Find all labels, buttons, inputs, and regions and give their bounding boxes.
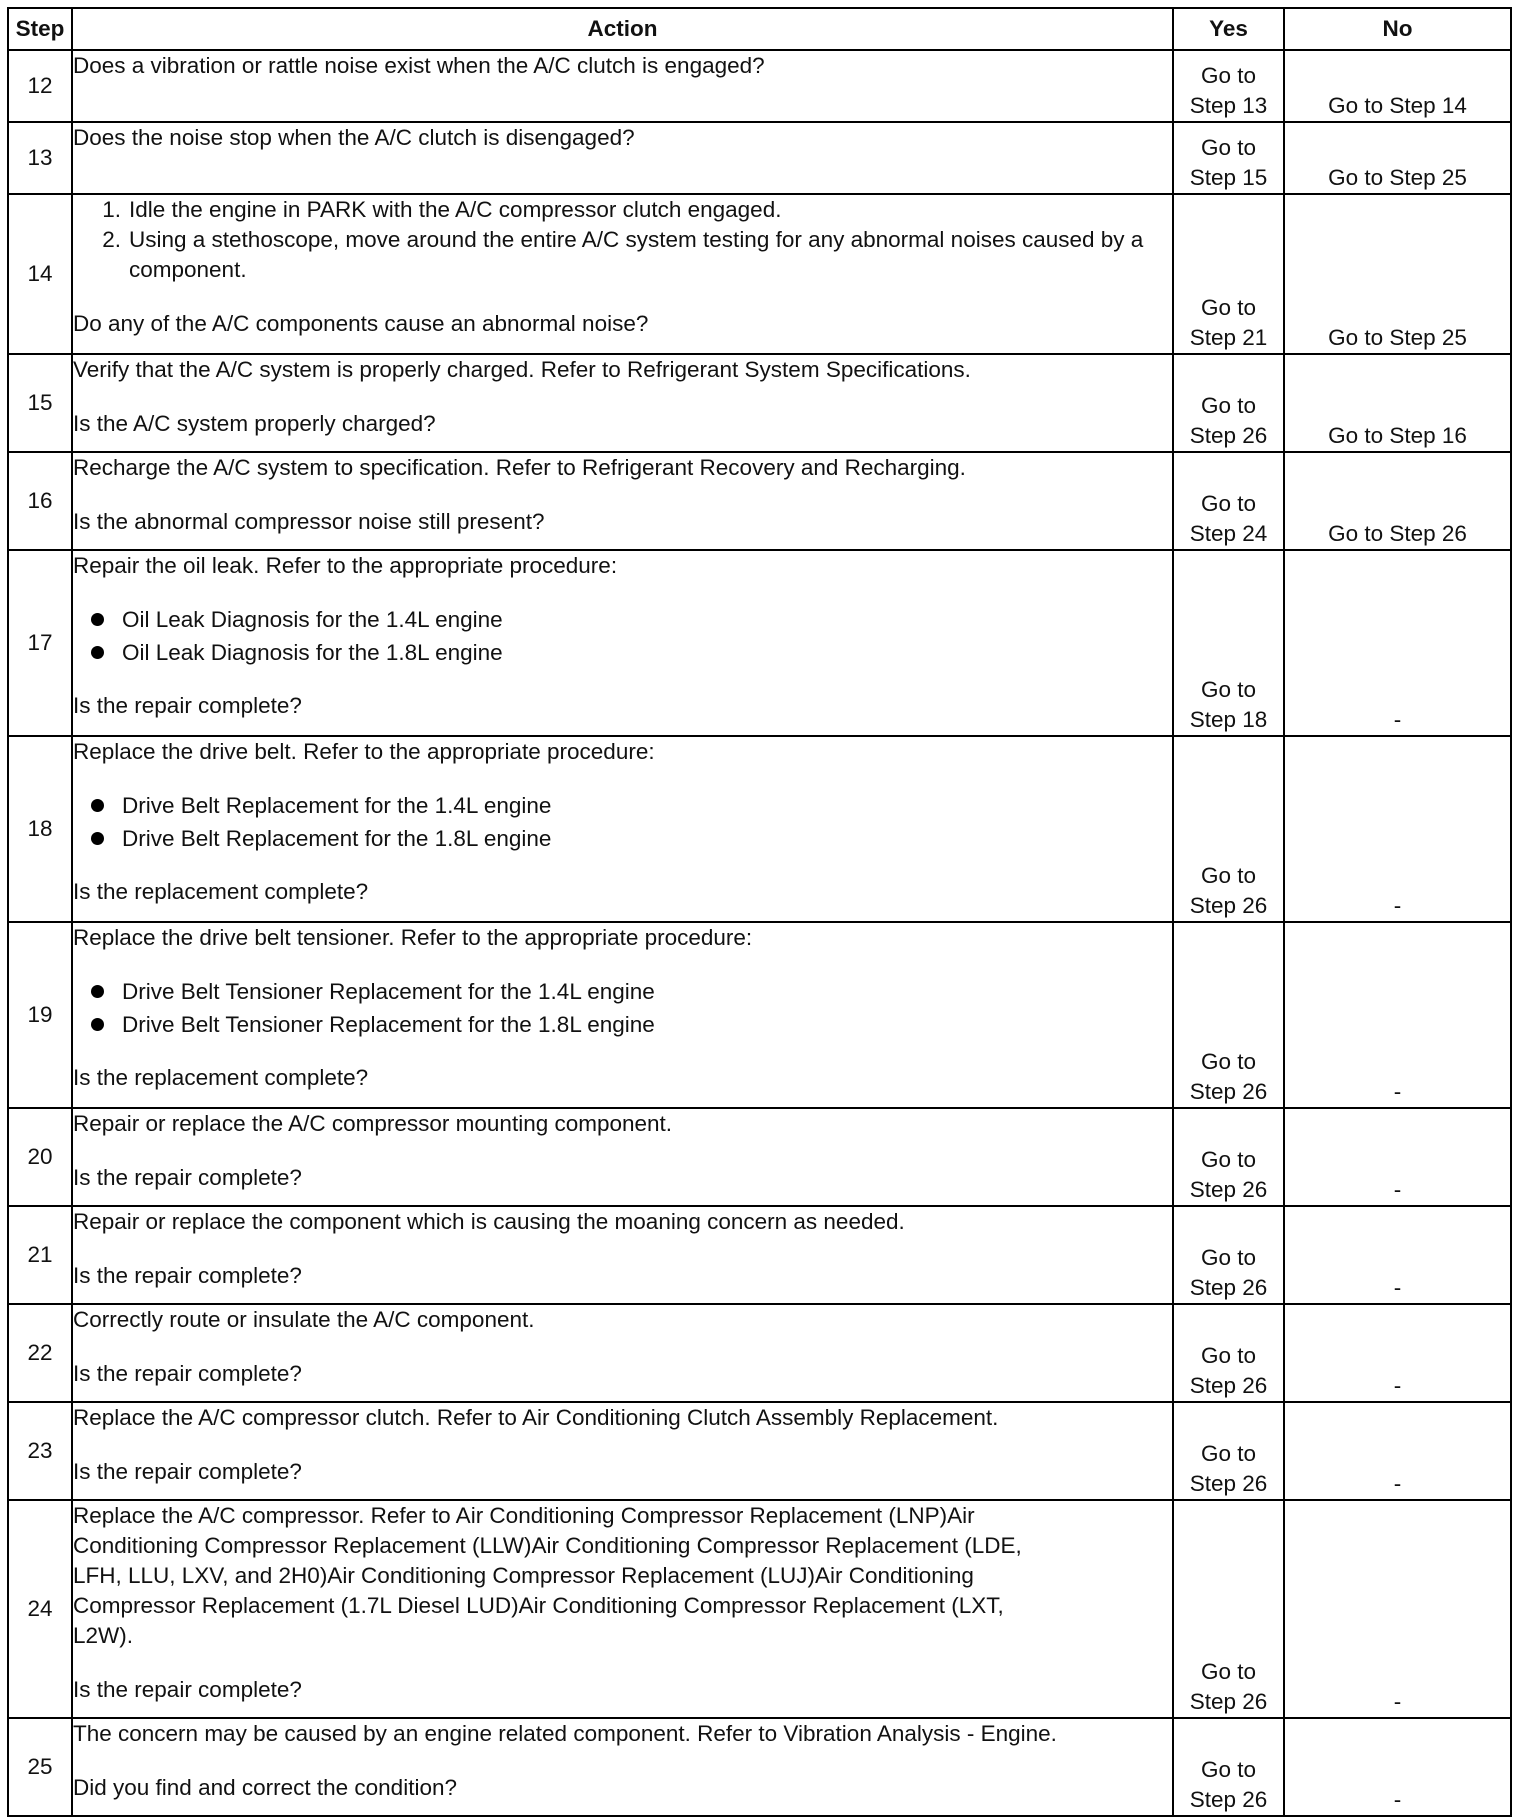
action-text: Repair or replace the component which is causing the moaning concern as needed.: [73, 1209, 905, 1234]
action-cell: [72, 1500, 1173, 1718]
action-cell: [72, 354, 1173, 452]
yes-cell: [1173, 354, 1284, 452]
no-cell: -: [1284, 1108, 1511, 1206]
action-text-line: Replace the A/C compressor. Refer to Air Conditioning Compressor Replacement (LNP)Air: [73, 1503, 975, 1528]
step-number: 16: [8, 452, 72, 550]
no-cell: -: [1284, 1206, 1511, 1304]
yes-step: Step 26: [1189, 1787, 1268, 1812]
diagnostic-table: [7, 7, 1512, 1817]
yes-cell: [1173, 50, 1284, 122]
no-cell: -: [1284, 550, 1511, 736]
bullet-icon: [91, 1018, 104, 1031]
header-action: Action: [72, 8, 1173, 50]
step-number: 24: [8, 1500, 72, 1718]
action-text: Repair the oil leak. Refer to the appropriate procedure:: [73, 553, 618, 578]
step-number: 23: [8, 1402, 72, 1500]
bullet-list: [73, 789, 1172, 855]
table-row: [8, 1206, 1511, 1304]
procedure-link[interactable]: Drive Belt Tensioner Replacement for the 1.8L engine: [122, 1011, 655, 1037]
question-text: Is the repair complete?: [73, 693, 302, 718]
no-cell: -: [1284, 736, 1511, 922]
action-cell: [72, 122, 1173, 194]
action-text: Recharge the A/C system to specification. Refer to Refrigerant Recovery and Recharging.: [73, 455, 966, 480]
step-number: 22: [8, 1304, 72, 1402]
yes-cell: [1173, 922, 1284, 1108]
question-text: Is the repair complete?: [73, 1165, 302, 1190]
yes-cell: [1173, 452, 1284, 550]
bullet-list: [73, 975, 1172, 1041]
list-item: [73, 1008, 1172, 1041]
table-row: [8, 1402, 1511, 1500]
no-cell: -: [1284, 1500, 1511, 1718]
yes-goto: Go to: [1200, 677, 1257, 702]
yes-step: Step 15: [1189, 165, 1268, 190]
action-cell: [72, 194, 1173, 354]
list-item: [73, 636, 1172, 669]
step-number: 19: [8, 922, 72, 1108]
table-row: [8, 122, 1511, 194]
no-cell: Go to Step 25: [1284, 194, 1511, 354]
list-item: [73, 975, 1172, 1008]
yes-cell: [1173, 736, 1284, 922]
action-cell: [72, 736, 1173, 922]
action-cell: [72, 550, 1173, 736]
header-row: [8, 8, 1511, 50]
yes-cell: [1173, 122, 1284, 194]
action-text: Replace the drive belt tensioner. Refer to the appropriate procedure:: [73, 925, 753, 950]
action-text: Repair or replace the A/C compressor mounting component.: [73, 1111, 673, 1136]
action-text-line: Compressor Replacement (1.7L Diesel LUD)Air Conditioning Compressor Replacement (LXT,: [73, 1593, 1004, 1618]
yes-cell: [1173, 194, 1284, 354]
procedure-link[interactable]: Oil Leak Diagnosis for the 1.4L engine: [122, 606, 503, 632]
yes-cell: [1173, 1500, 1284, 1718]
yes-cell: [1173, 1206, 1284, 1304]
yes-goto: Go to: [1200, 491, 1257, 516]
yes-step: Step 26: [1189, 1275, 1268, 1300]
list-item: [73, 603, 1172, 636]
procedure-link[interactable]: Drive Belt Replacement for the 1.4L engine: [122, 792, 552, 818]
step-number: 21: [8, 1206, 72, 1304]
action-cell: [72, 50, 1173, 122]
bullet-list: [73, 603, 1172, 669]
action-cell: [72, 922, 1173, 1108]
step-number: 18: [8, 736, 72, 922]
no-cell: -: [1284, 1402, 1511, 1500]
question-text: Is the replacement complete?: [73, 1065, 369, 1090]
table-row: [8, 550, 1511, 736]
list-text: Using a stethoscope, move around the entire A/C system testing for any abnormal noises caused by a component.: [129, 227, 1144, 282]
action-text: Does the noise stop when the A/C clutch is disengaged?: [73, 125, 635, 150]
yes-cell: [1173, 1718, 1284, 1816]
step-number: 17: [8, 550, 72, 736]
table-row: [8, 1718, 1511, 1816]
procedure-link[interactable]: Oil Leak Diagnosis for the 1.8L engine: [122, 639, 503, 665]
yes-goto: Go to: [1200, 1343, 1257, 1368]
no-cell: Go to Step 16: [1284, 354, 1511, 452]
yes-goto: Go to: [1200, 1245, 1257, 1270]
header-no: No: [1284, 8, 1511, 50]
step-number: 12: [8, 50, 72, 122]
question-text: Is the repair complete?: [73, 1263, 302, 1288]
question-text: Is the repair complete?: [73, 1361, 302, 1386]
table-row: [8, 50, 1511, 122]
action-text: Correctly route or insulate the A/C component.: [73, 1307, 535, 1332]
yes-cell: [1173, 1108, 1284, 1206]
no-cell: -: [1284, 1304, 1511, 1402]
list-item: [73, 789, 1172, 822]
action-text-line: Conditioning Compressor Replacement (LLW)Air Conditioning Compressor Replacement (LDE,: [73, 1533, 1022, 1558]
numbered-list: [73, 195, 1172, 285]
step-number: 25: [8, 1718, 72, 1816]
table-row: [8, 736, 1511, 922]
yes-step: Step 13: [1189, 93, 1268, 118]
yes-step: Step 26: [1189, 1471, 1268, 1496]
action-text-line: LFH, LLU, LXV, and 2H0)Air Conditioning Compressor Replacement (LUJ)Air Conditioning: [73, 1563, 974, 1588]
header-step: Step: [8, 8, 72, 50]
action-text: Verify that the A/C system is properly charged. Refer to Refrigerant System Specifications.: [73, 357, 971, 382]
no-cell: -: [1284, 1718, 1511, 1816]
yes-goto: Go to: [1200, 1147, 1257, 1172]
yes-goto: Go to: [1200, 393, 1257, 418]
action-text: Replace the A/C compressor clutch. Refer to Air Conditioning Clutch Assembly Replacement.: [73, 1405, 999, 1430]
list-item: [73, 225, 1172, 285]
yes-goto: Go to: [1200, 1659, 1257, 1684]
table-row: [8, 922, 1511, 1108]
header-yes: Yes: [1173, 8, 1284, 50]
yes-goto: Go to: [1200, 135, 1257, 160]
table-row: [8, 1304, 1511, 1402]
action-text: The concern may be caused by an engine related component. Refer to Vibration Analysis - Engine.: [73, 1721, 1057, 1746]
action-cell: [72, 1108, 1173, 1206]
step-number: 13: [8, 122, 72, 194]
step-number: 20: [8, 1108, 72, 1206]
no-cell: Go to Step 25: [1284, 122, 1511, 194]
action-text-line: L2W).: [73, 1623, 134, 1648]
table-row: [8, 1108, 1511, 1206]
table-row: [8, 452, 1511, 550]
list-item: [73, 822, 1172, 855]
no-cell: Go to Step 26: [1284, 452, 1511, 550]
yes-goto: Go to: [1200, 295, 1257, 320]
yes-step: Step 26: [1189, 1177, 1268, 1202]
action-cell: [72, 1402, 1173, 1500]
yes-step: Step 24: [1189, 521, 1268, 546]
question-text: Do any of the A/C components cause an abnormal noise?: [73, 311, 649, 336]
action-cell: [72, 1206, 1173, 1304]
procedure-link[interactable]: Drive Belt Tensioner Replacement for the 1.4L engine: [122, 978, 655, 1004]
action-cell: [72, 452, 1173, 550]
question-text: Is the replacement complete?: [73, 879, 369, 904]
yes-goto: Go to: [1200, 1757, 1257, 1782]
action-cell: [72, 1718, 1173, 1816]
yes-step: Step 26: [1189, 1079, 1268, 1104]
question-text: Is the A/C system properly charged?: [73, 411, 436, 436]
list-text: Idle the engine in PARK with the A/C compressor clutch engaged.: [129, 197, 782, 222]
action-cell: [72, 1304, 1173, 1402]
yes-cell: [1173, 550, 1284, 736]
bullet-icon: [91, 799, 104, 812]
question-text: Is the repair complete?: [73, 1677, 302, 1702]
yes-step: Step 18: [1189, 707, 1268, 732]
bullet-icon: [91, 985, 104, 998]
no-cell: Go to Step 14: [1284, 50, 1511, 122]
question-text: Did you find and correct the condition?: [73, 1775, 457, 1800]
yes-goto: Go to: [1200, 863, 1257, 888]
table-row: [8, 194, 1511, 354]
step-number: 15: [8, 354, 72, 452]
yes-goto: Go to: [1200, 63, 1257, 88]
action-text: Does a vibration or rattle noise exist when the A/C clutch is engaged?: [73, 53, 765, 78]
question-text: Is the abnormal compressor noise still present?: [73, 509, 545, 534]
list-number: 2.: [102, 227, 121, 252]
yes-step: Step 21: [1189, 325, 1268, 350]
question-text: Is the repair complete?: [73, 1459, 302, 1484]
yes-step: Step 26: [1189, 423, 1268, 448]
no-cell: -: [1284, 922, 1511, 1108]
list-number: 1.: [102, 197, 121, 222]
table-row: [8, 354, 1511, 452]
step-number: 14: [8, 194, 72, 354]
yes-goto: Go to: [1200, 1049, 1257, 1074]
procedure-link[interactable]: Drive Belt Replacement for the 1.8L engine: [122, 825, 552, 851]
list-item: [73, 195, 1172, 225]
yes-step: Step 26: [1189, 1373, 1268, 1398]
action-text: Replace the drive belt. Refer to the appropriate procedure:: [73, 739, 655, 764]
yes-goto: Go to: [1200, 1441, 1257, 1466]
bullet-icon: [91, 613, 104, 626]
bullet-icon: [91, 646, 104, 659]
table-row: [8, 1500, 1511, 1718]
bullet-icon: [91, 832, 104, 845]
yes-step: Step 26: [1189, 1689, 1268, 1714]
yes-cell: [1173, 1402, 1284, 1500]
yes-cell: [1173, 1304, 1284, 1402]
yes-step: Step 26: [1189, 893, 1268, 918]
